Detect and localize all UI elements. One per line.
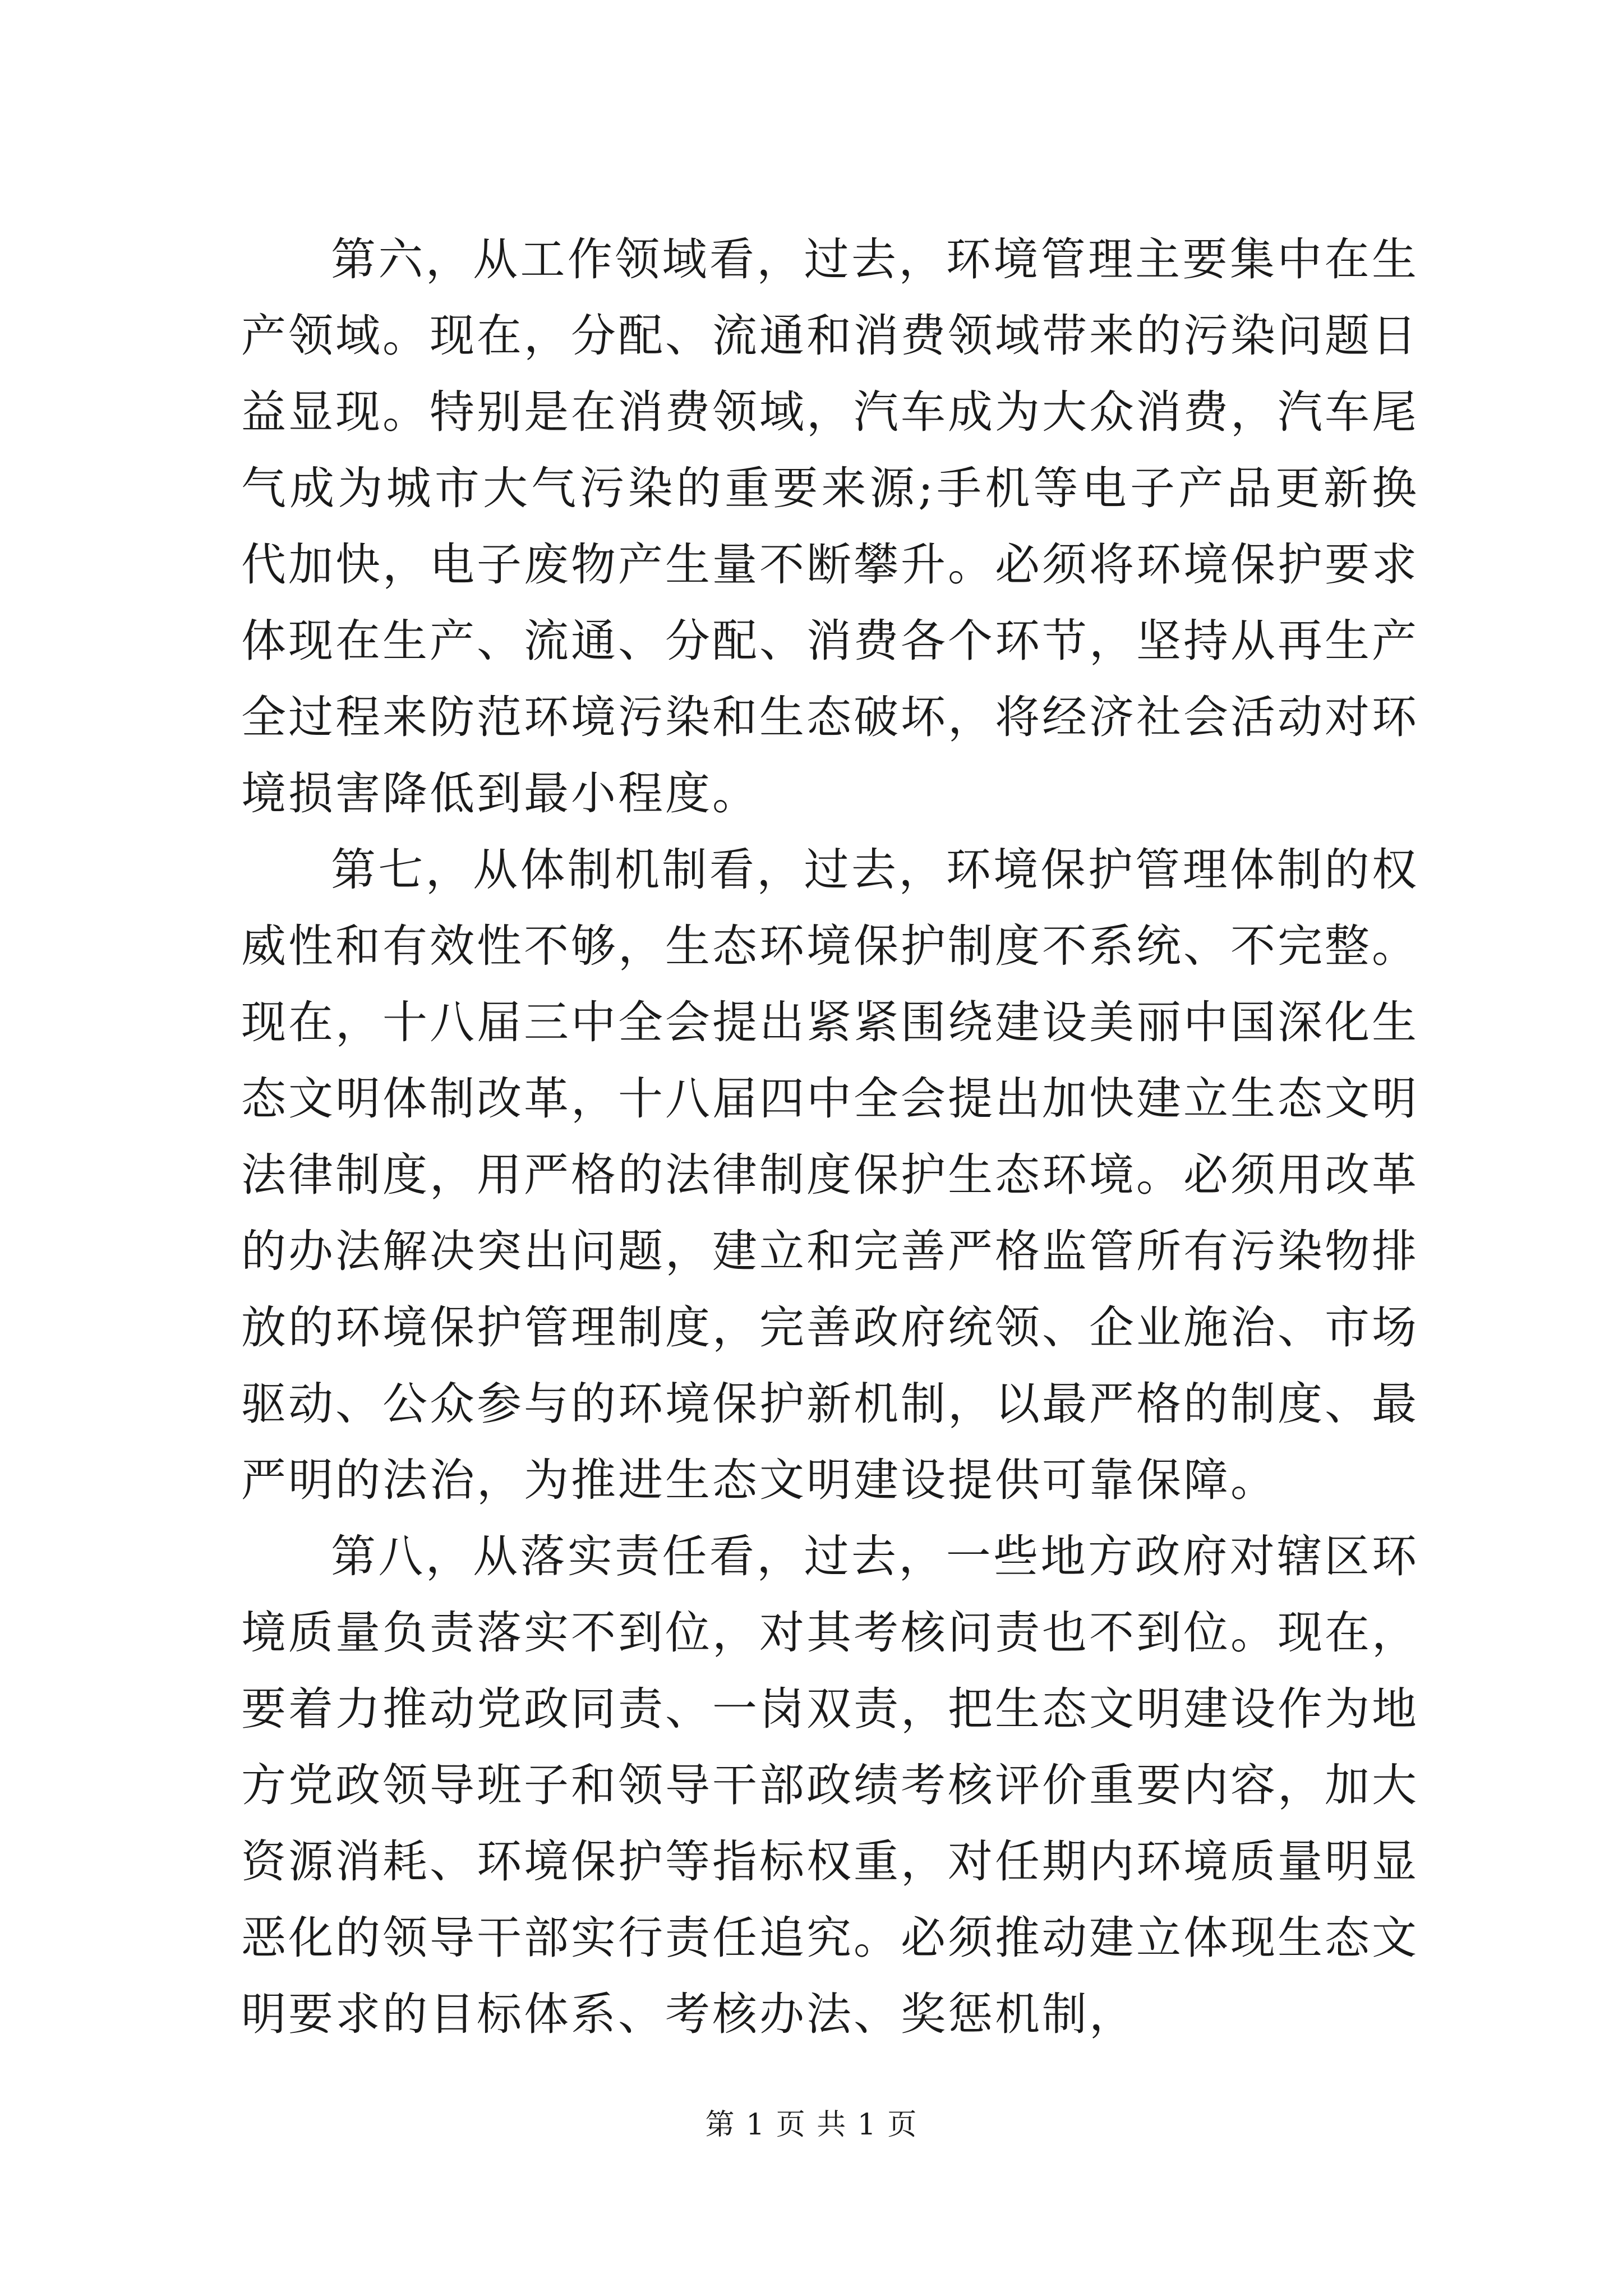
document-body [241,222,1419,2053]
paragraph-8: 第八，从落实责任看，过去，一些地方政府对辖区环境质量负责落实不到位，对其考核问责也不到位。现在，要着力推动党政同责、一岗双责，把生态文明建设作为地方党政领导班子和领导干部政绩考核评价重要内容，加大资源消耗、环境保护等指标权重，对任期内环境质量明显恶化的领导干部实行责任追究。必须推动建立体现生态文明要求的目标体系、考核办法、奖惩机制， [241,1530,1419,2040]
paragraph-6: 第六，从工作领域看，过去，环境管理主要集中在生产领域。现在，分配、流通和消费领域带来的污染问题日益显现。特别是在消费领域，汽车成为大众消费，汽车尾气成为城市大气污染的重要来源;手机等电子产品更新换代加快，电子废物产生量不断攀升。必须将环境保护要求体现在生产、流通、分配、消费各个环节，坚持从再生产全过程来防范环境污染和生态破坏，将经济社会活动对环境损害降低到最小程度。 [241,233,1419,820]
paragraph-7: 第七，从体制机制看，过去，环境保护管理体制的权威性和有效性不够，生态环境保护制度不系统、不完整。现在，十八届三中全会提出紧紧围绕建设美丽中国深化生态文明体制改革，十八届四中全会提出加快建立生态文明法律制度，用严格的法律制度保护生态环境。必须用改革的办法解决突出问题，建立和完善严格监管所有污染物排放的环境保护管理制度，完善政府统领、企业施治、市场驱动、公众参与的环境保护新机制，以最严格的制度、最严明的法治，为推进生态文明建设提供可靠保障。 [241,844,1419,1506]
page-footer: 第 1 页 共 1 页 [705,2108,918,2142]
